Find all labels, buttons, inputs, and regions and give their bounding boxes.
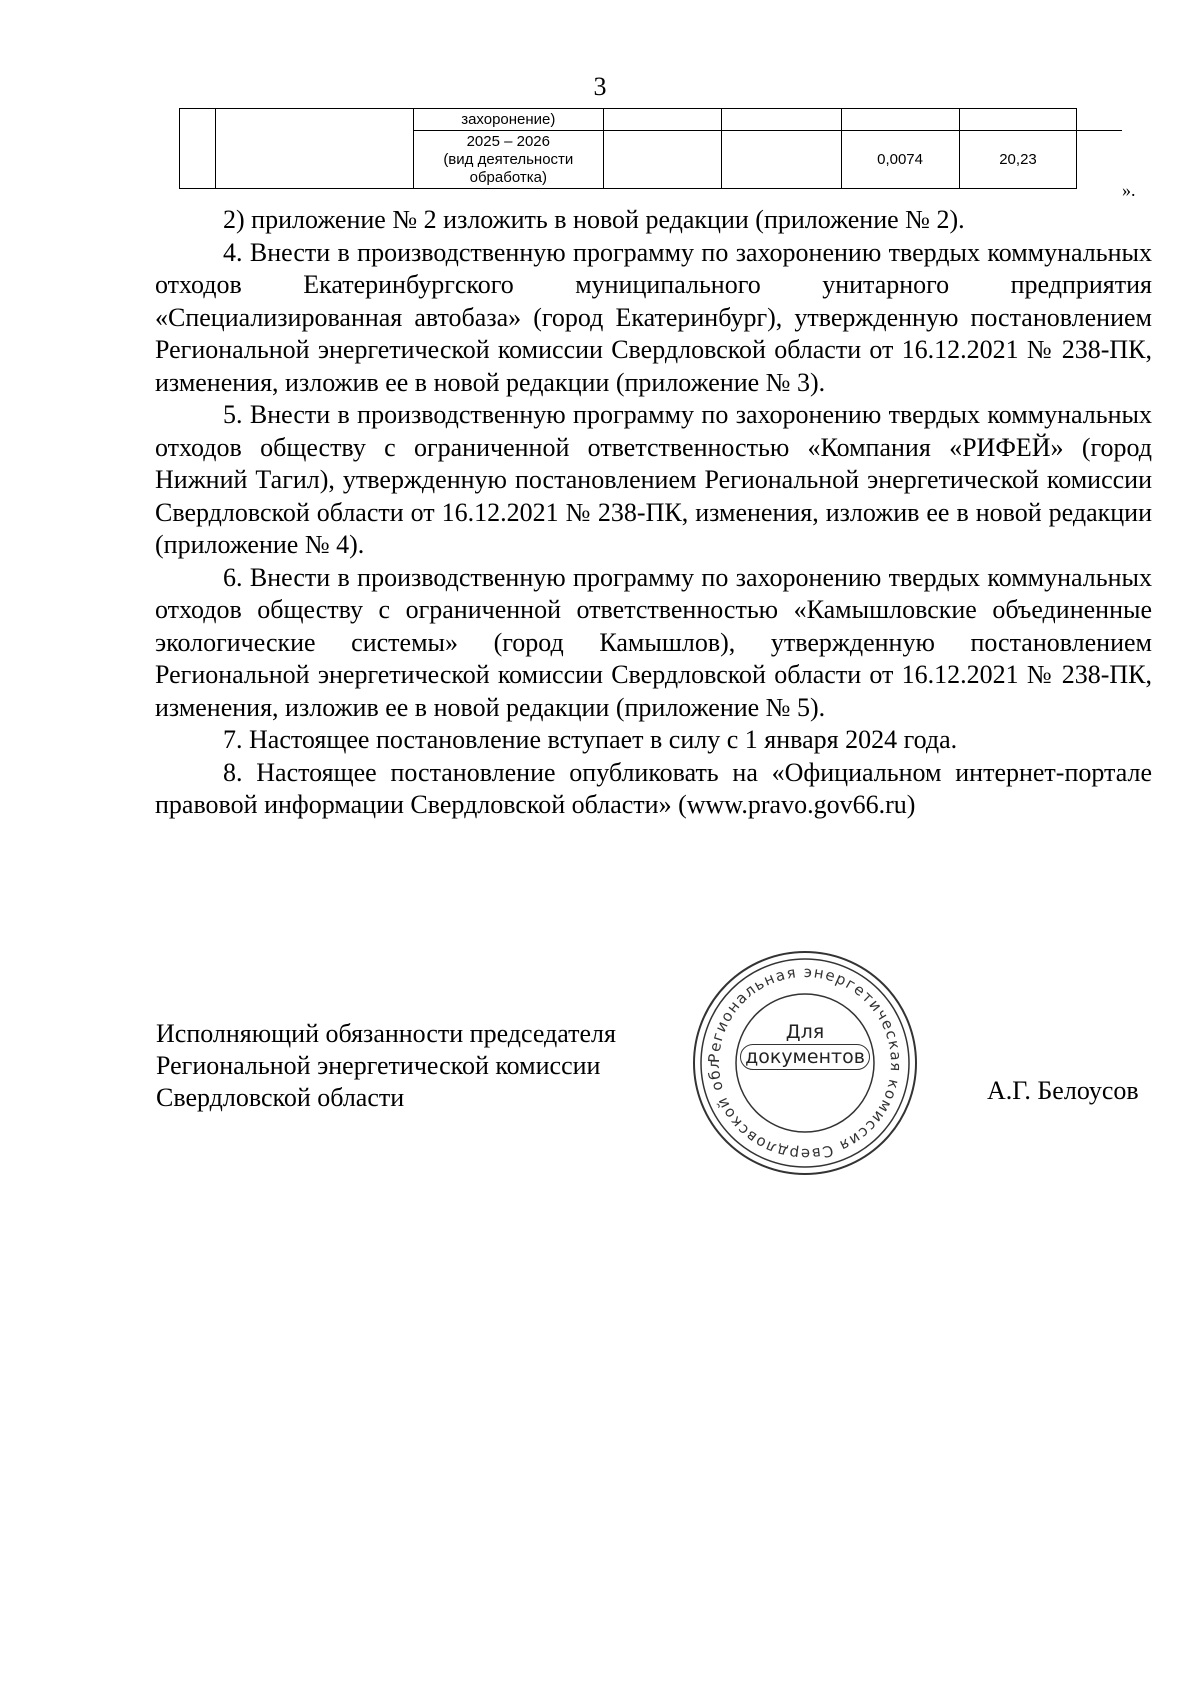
- continued-table: [179, 108, 1122, 189]
- period-activity-line2: обработка): [469, 168, 547, 186]
- paragraph-item-2: 2) приложение № 2 изложить в новой редакции (приложение № 2).: [223, 205, 965, 234]
- table-cell-name: [215, 109, 413, 189]
- signer-title-line3: Свердловской области: [156, 1083, 405, 1112]
- table-cell-period: [413, 131, 603, 189]
- paragraph-item-5: 5. Внести в производственную программу по захоронению твердых коммунальных отходов обществу с ограниченной ответственностью «Компания «РИФЕЙ» (город Нижний Тагил), утвержденную постановлением Региональной энергетической комиссии Свердловской области от 16.12.2021 № 238-ПК, изменения, изложив ее в новой редакции (приложение № 4).: [155, 400, 1152, 559]
- paragraph-item-7: 7. Настоящее постановление вступает в силу с 1 января 2024 года.: [223, 725, 958, 754]
- signer-title-line1: Исполняющий обязанности председателя: [156, 1019, 616, 1048]
- paragraph-item-4: 4. Внести в производственную программу по захоронению твердых коммунальных отходов Екатеринбургского муниципального унитарного предприятия «Специализированная автобаза» (город Екатеринбург), утвержденную постановлением Региональной энергетической комиссии Свердловской области от 16.12.2021 № 238-ПК, изменения, изложив ее в новой редакции (приложение № 3).: [155, 237, 1152, 397]
- table-cell-empty: [841, 109, 959, 131]
- stamp-ring-text: Региональная энергетическая комиссия Свердловской обл: [704, 962, 906, 1164]
- signer-name: А.Г. Белоусов: [987, 1076, 1139, 1105]
- stamp-center: [740, 1020, 870, 1070]
- table-cell-empty: [603, 131, 721, 189]
- stamp-center-line2: документов: [740, 1044, 870, 1070]
- closing-quote: ».: [1122, 180, 1136, 200]
- table-cell-empty: [1077, 131, 1122, 189]
- paragraph-item-8: 8. Настоящее постановление опубликовать на «Официальном интернет-портале правовой информации Свердловской области» (www.pravo.gov66.ru): [155, 757, 1152, 819]
- official-stamp: [690, 948, 920, 1178]
- period-activity-line1: (вид деятельности: [443, 150, 574, 168]
- table-cell-empty: [1077, 109, 1122, 131]
- table-cell-period: захоронение): [413, 109, 603, 131]
- table-cell-empty: [721, 109, 841, 131]
- period-years: 2025 – 2026: [466, 132, 550, 150]
- body-text: [155, 204, 1152, 822]
- table-cell-num: [180, 109, 216, 189]
- stamp-center-line1: Для: [785, 1021, 825, 1043]
- table-cell-value1: 0,0074: [841, 131, 959, 189]
- table-cell-empty: [603, 109, 721, 131]
- table-cell-value2: 20,23: [959, 131, 1077, 189]
- table-cell-empty: [959, 109, 1077, 131]
- signature-block: [156, 1018, 616, 1114]
- signer-title-line2: Региональной энергетической комиссии: [156, 1051, 601, 1080]
- table-cell-empty: [721, 131, 841, 189]
- table-row: [180, 109, 1123, 131]
- page-number: 3: [593, 72, 607, 101]
- paragraph-item-6: 6. Внести в производственную программу по захоронению твердых коммунальных отходов обществу с ограниченной ответственностью «Камышловские объединенные экологические системы» (город Камышлов), утвержденную постановлением Региональной энергетической комиссии Свердловской области от 16.12.2021 № 238-ПК, изменения, изложив ее в новой редакции (приложение № 5).: [155, 562, 1152, 722]
